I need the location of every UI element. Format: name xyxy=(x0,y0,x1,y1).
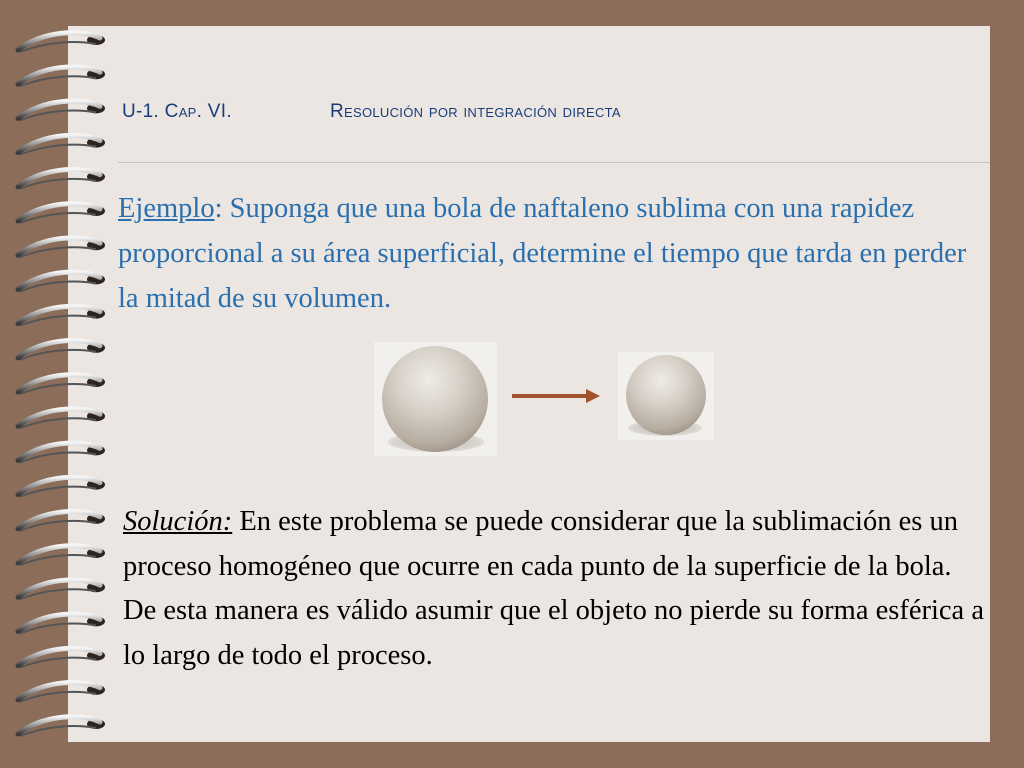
small-sphere-image xyxy=(618,352,714,440)
spiral-coil xyxy=(18,340,105,359)
spiral-coil xyxy=(18,101,105,120)
spiral-coil xyxy=(18,511,105,530)
spiral-coil xyxy=(18,614,105,633)
spiral-coil xyxy=(18,375,105,394)
example-label: Ejemplo xyxy=(118,193,215,224)
header-divider xyxy=(118,162,990,163)
large-sphere-icon xyxy=(382,346,488,452)
spiral-coil xyxy=(18,717,105,736)
solution-text: En este problema se puede considerar que la sublimación es un proceso homogéneo que ocurre en cada punto de la superficie de la bola. De esta manera es válido asumir que el objeto no pierde su forma esférica a lo largo de todo el proceso. xyxy=(123,506,984,671)
spiral-coil xyxy=(18,135,105,154)
spiral-coil xyxy=(18,409,105,428)
spiral-coil xyxy=(18,682,105,701)
spiral-coil xyxy=(18,169,105,188)
example-paragraph xyxy=(118,186,988,321)
spiral-coil xyxy=(18,204,105,223)
section-title: Resolución por integración directa xyxy=(330,101,621,122)
spiral-coil xyxy=(18,580,105,599)
large-sphere-image xyxy=(374,342,497,456)
spiral-coil xyxy=(18,306,105,325)
spiral-coil xyxy=(18,238,105,257)
spiral-coil xyxy=(18,33,105,52)
spiral-coil xyxy=(18,443,105,462)
small-sphere-icon xyxy=(626,355,706,435)
arrow-right-icon xyxy=(512,386,602,406)
spiral-coil xyxy=(18,272,105,291)
example-text: : Suponga que una bola de naftaleno sublima con una rapidez proporcional a su área superficial, determine el tiempo que tarda en perder la mitad de su volumen. xyxy=(118,193,967,314)
spiral-coil xyxy=(18,648,105,667)
spiral-coil xyxy=(18,477,105,496)
solution-label: Solución: xyxy=(123,506,233,537)
spiral-coil xyxy=(18,67,105,86)
spiral-coil xyxy=(18,546,105,565)
spiral-binding-icon xyxy=(0,0,130,768)
solution-paragraph xyxy=(123,500,988,678)
chapter-label: U-1. Cap. VI. xyxy=(122,101,232,122)
